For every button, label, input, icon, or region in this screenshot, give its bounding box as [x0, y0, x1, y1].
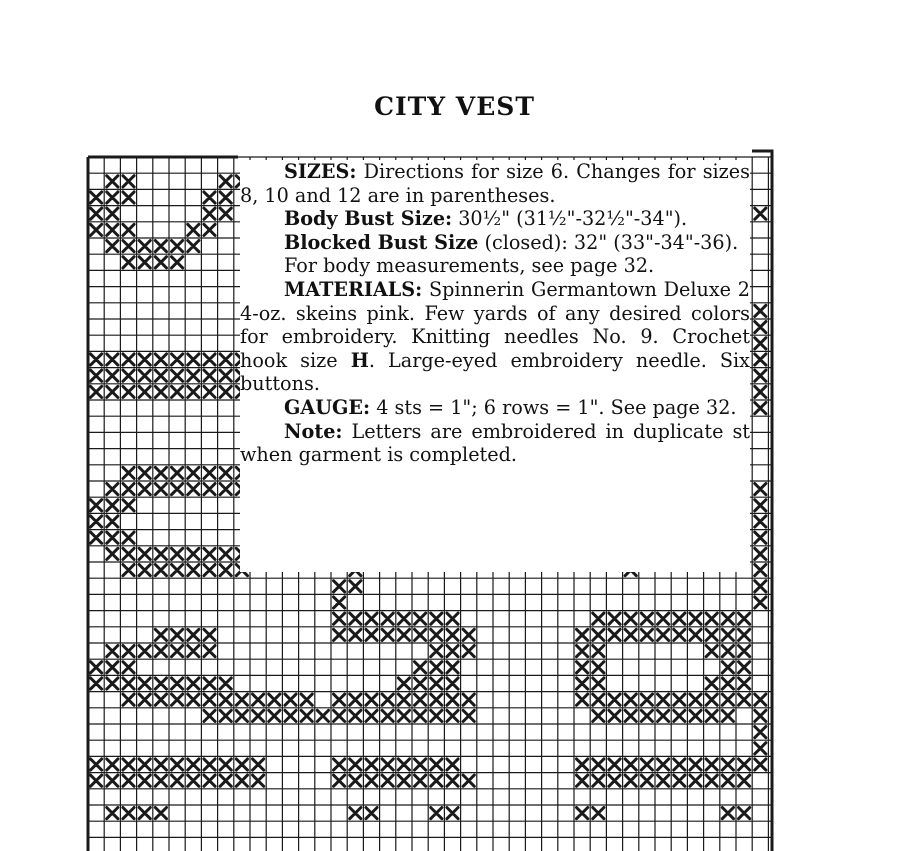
note-text: Letters are embroidered in duplicate st when garment is completed.	[240, 419, 750, 467]
hook-size: H	[350, 348, 369, 372]
sizes-paragraph	[240, 160, 750, 207]
body-bust-paragraph	[240, 207, 750, 231]
materials-label: MATERIALS:	[284, 277, 423, 301]
instructions-box	[240, 160, 750, 572]
measurements-paragraph: For body measurements, see page 32.	[284, 254, 655, 278]
blocked-bust-text: (closed): 32" (33"-34"-36).	[478, 230, 739, 254]
gauge-label: GAUGE:	[284, 395, 371, 419]
note-label: Note:	[284, 419, 343, 443]
gauge-paragraph	[240, 396, 750, 420]
materials-text-end: . Large-eyed embroidery needle. Six buttons.	[240, 348, 750, 396]
sizes-label: SIZES:	[284, 160, 357, 183]
sizes-text: Directions for size 6. Changes for sizes 8, 10 and 12 are in parentheses.	[240, 160, 750, 207]
body-bust-label: Body Bust Size:	[284, 207, 453, 231]
body-bust-text: 30½" (31½"-32½"-34").	[452, 207, 688, 231]
gauge-text: 4 sts = 1"; 6 rows = 1". See page 32.	[370, 395, 737, 419]
blocked-bust-label: Blocked Bust Size	[284, 230, 479, 254]
materials-text: Spinnerin Germantown Deluxe 2 4-oz. skeins pink. Few yards of any desired colors for embroidery. Knitting needles No. 9. Crochet hook size	[240, 277, 750, 372]
blocked-bust-paragraph	[240, 231, 750, 255]
page-title: CITY VEST	[374, 92, 535, 121]
note-paragraph	[240, 420, 750, 467]
materials-paragraph	[240, 278, 750, 396]
